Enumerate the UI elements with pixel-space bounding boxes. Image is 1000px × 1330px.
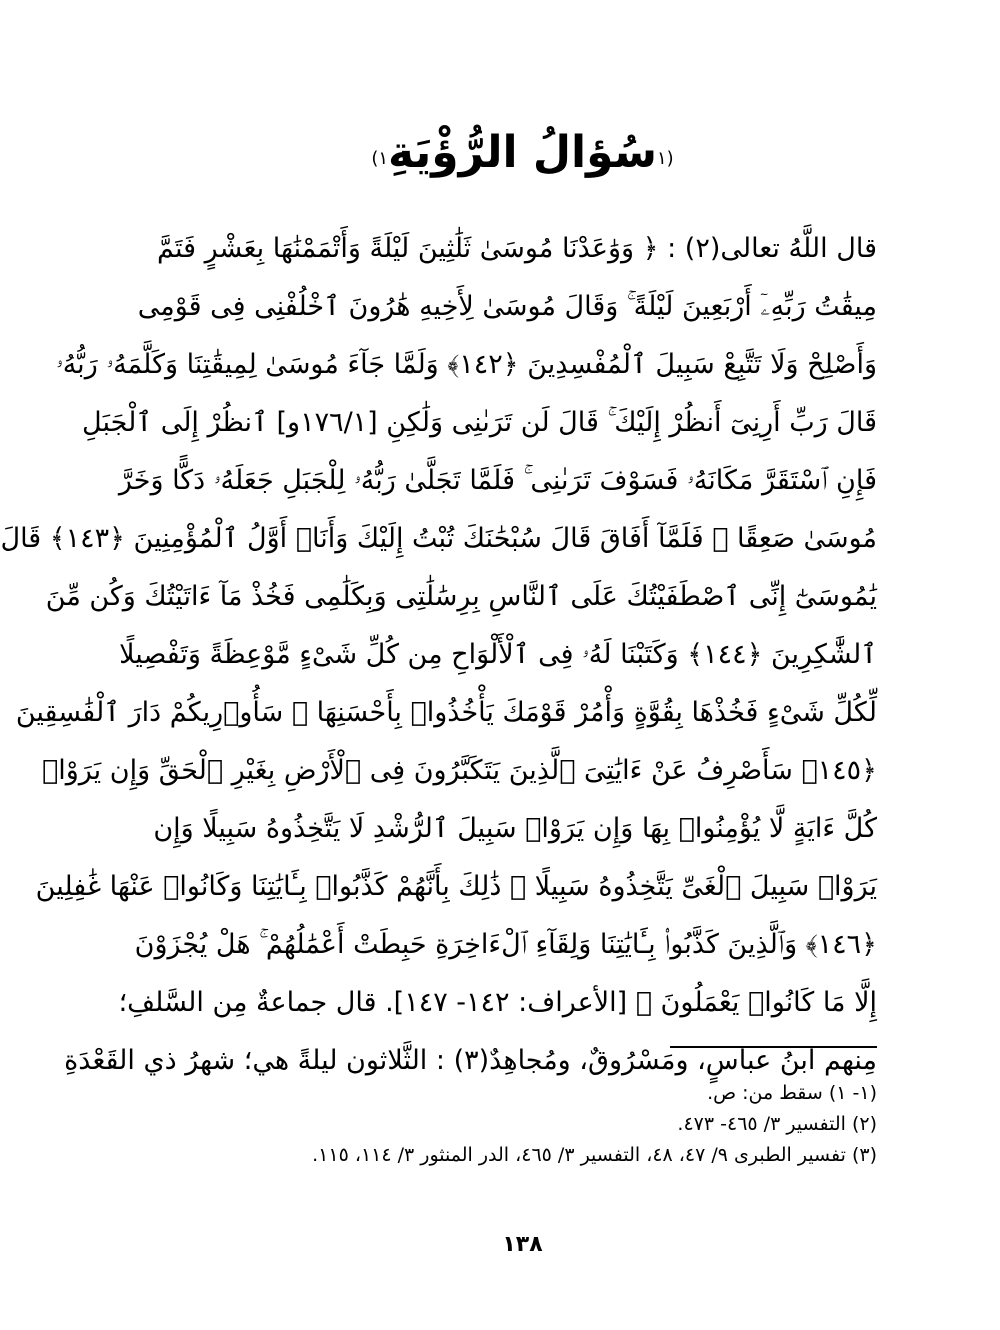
- footnote: (٢) التفسير ٣/ ٤٦٥- ٤٧٣.: [677, 1113, 877, 1135]
- text-line: مُوسَىٰ صَعِقًا ۚ فَلَمَّآ أَفَاقَ قَالَ سُبْحَٰنَكَ تُبْتُ إِلَيْكَ وَأَنَا۠ أَوَّلُ ٱلْمُؤْمِنِينَ ﴿١٤٣﴾ قَالَ: [0, 523, 877, 554]
- text-line: فَإِنِ ٱسْتَقَرَّ مَكَانَهُۥ فَسَوْفَ تَرَىٰنِى ۚ فَلَمَّا تَجَلَّىٰ رَبُّهُۥ لِلْجَبَلِ جَعَلَهُۥ دَكًّا وَخَرَّ: [118, 465, 877, 496]
- text-line: قال اللَّهُ تعالى(٢) : ﴿ وَوَٰعَدْنَا مُوسَىٰ ثَلَٰثِينَ لَيْلَةً وَأَتْمَمْنَٰهَا بِعَشْرٍ فَتَمَّ: [157, 233, 878, 264]
- text-line: يَرَوْا۟ سَبِيلَ ٱلْغَىِّ يَتَّخِذُوهُ سَبِيلًا ۚ ذَٰلِكَ بِأَنَّهُمْ كَذَّبُوا۟ بِـَٔايَٰتِنَا وَكَانُوا۟ عَنْهَا غَٰفِلِينَ: [35, 871, 877, 902]
- text-line: إِلَّا مَا كَانُوا۟ يَعْمَلُونَ ﴾ [الأعراف: ١٤٢- ١٤٧]. قال جماعةٌ مِن السَّلفِ؛: [118, 987, 877, 1018]
- footnotes: [177, 1078, 877, 1171]
- title-footnote-marker-open: (١: [656, 148, 674, 169]
- title-footnote-marker-close: ١): [371, 148, 389, 169]
- footnote: (١- ١) سقط من: ص.: [707, 1082, 877, 1104]
- text-line: قَالَ رَبِّ أَرِنِىٓ أَنظُرْ إِلَيْكَ ۚ قَالَ لَن تَرَىٰنِى وَلَٰكِنِ [١٧٦/١و] ٱنظُرْ إِلَى ٱلْجَبَلِ: [82, 407, 877, 438]
- text-line: ﴿١٤٦﴾ وَٱلَّذِينَ كَذَّبُوا۟ بِـَٔايَٰتِنَا وَلِقَآءِ ٱلْءَاخِرَةِ حَبِطَتْ أَعْمَٰلُهُمْ ۚ هَلْ يُجْزَوْنَ: [134, 929, 877, 960]
- footnote-separator: [670, 1046, 877, 1048]
- text-line: يَٰمُوسَىٰٓ إِنِّى ٱصْطَفَيْتُكَ عَلَى ٱلنَّاسِ بِرِسَٰلَٰتِى وَبِكَلَٰمِى فَخُذْ مَآ ءَاتَيْتُكَ وَكُن مِّنَ: [45, 581, 877, 612]
- text-line: لِّكُلِّ شَىْءٍ فَخُذْهَا بِقُوَّةٍ وَأْمُرْ قَوْمَكَ يَأْخُذُوا۟ بِأَحْسَنِهَا ۚ سَأُو۟رِيكُمْ دَارَ ٱلْفَٰسِقِينَ: [15, 697, 877, 728]
- text-line: ﴿١٤٥﴾ سَأَصْرِفُ عَنْ ءَايَٰتِىَ ٱلَّذِينَ يَتَكَبَّرُونَ فِى ٱلْأَرْضِ بِغَيْرِ ٱلْحَقِّ وَإِن يَرَوْا۟: [42, 755, 877, 786]
- text-line: وَأَصْلِحْ وَلَا تَتَّبِعْ سَبِيلَ ٱلْمُفْسِدِينَ ﴿١٤٢﴾ وَلَمَّا جَآءَ مُوسَىٰ لِمِيقَٰتِنَا وَكَلَّمَهُۥ رَبُّهُۥ: [55, 349, 877, 380]
- text-line: ٱلشَّٰكِرِينَ ﴿١٤٤﴾ وَكَتَبْنَا لَهُۥ فِى ٱلْأَلْوَاحِ مِن كُلِّ شَىْءٍ مَّوْعِظَةً وَتَفْصِيلًا: [119, 639, 877, 670]
- text-line: مِنهم ابنُ عباسٍ، ومَسْرُوقٌ، ومُجاهِدٌ(٣) : الثَّلاثون ليلةً هي؛ شهرُ ذي القَعْدَةِ: [64, 1045, 877, 1076]
- chapter-title-text: سُؤالُ الرُّؤْيَةِ: [388, 127, 657, 178]
- page-number: ١٣٨: [502, 1232, 543, 1257]
- footnote: (٣) تفسير الطبرى ٩/ ٤٧، ٤٨، التفسير ٣/ ٤٦٥، الدر المنثور ٣/ ١١٤، ١١٥.: [312, 1144, 877, 1166]
- text-line: كُلَّ ءَايَةٍ لَّا يُؤْمِنُوا۟ بِهَا وَإِن يَرَوْا۟ سَبِيلَ ٱلرُّشْدِ لَا يَتَّخِذُوهُ سَبِيلًا وَإِن: [153, 813, 877, 844]
- main-text: [0, 220, 878, 1090]
- text-line: مِيقَٰتُ رَبِّهِۦٓ أَرْبَعِينَ لَيْلَةً ۚ وَقَالَ مُوسَىٰ لِأَخِيهِ هَٰرُونَ ٱخْلُفْنِى فِى قَوْمِى: [137, 291, 877, 322]
- chapter-title: [45, 118, 1000, 188]
